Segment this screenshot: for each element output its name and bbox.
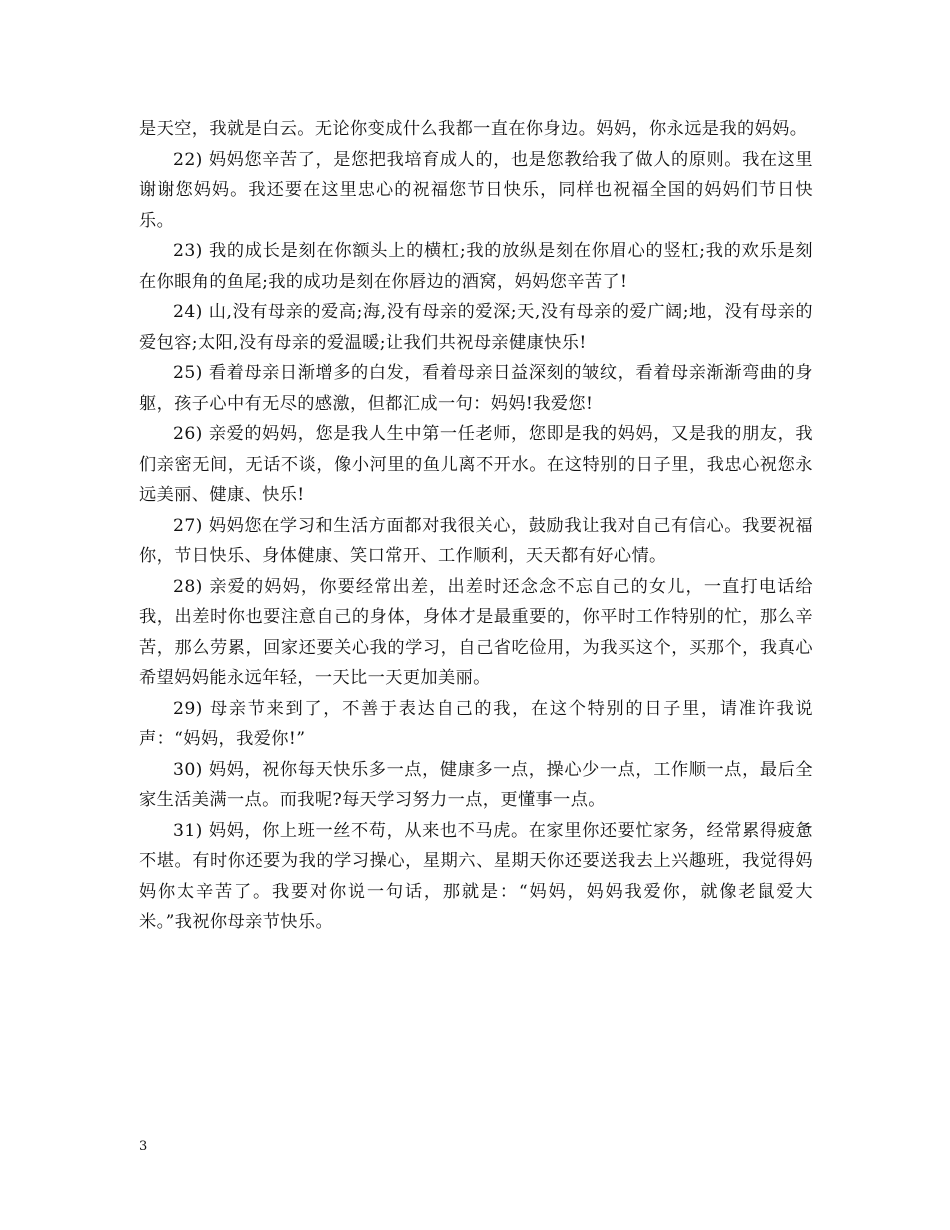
paragraph: 29) 母亲节来到了，不善于表达自己的我，在这个特别的日子里，请准许我说声：“妈妈，我爱你!” xyxy=(139,698,813,749)
paragraph: 26) 亲爱的妈妈，您是我人生中第一任老师，您即是我的妈妈，又是我的朋友，我们亲密无间，无话不谈，像小河里的鱼儿离不开水。在这特别的日子里，我忠心祝您永远美丽、健康、快乐! xyxy=(139,424,813,505)
document-body xyxy=(139,114,813,938)
paragraph: 28) 亲爱的妈妈，你要经常出差，出差时还念念不忘自己的女儿，一直打电话给我，出差时你也要注意自己的身体，身体才是最重要的，你平时工作特别的忙，那么辛苦，那么劳累，回家还要关心我的学习，自己省吃俭用，为我买这个，买那个，我真心希望妈妈能永远年轻，一天比一天更加美丽。 xyxy=(139,576,813,688)
paragraph: 31) 妈妈，你上班一丝不苟，从来也不马虎。在家里你还要忙家务，经常累得疲惫不堪。有时你还要为我的学习操心，星期六、星期天你还要送我去上兴趣班，我觉得妈妈你太辛苦了。我要对你说一句话，那就是：“妈妈，妈妈我爱你，就像老鼠爱大米。”我祝你母亲节快乐。 xyxy=(139,820,813,932)
page-number: 3 xyxy=(139,1139,148,1154)
paragraph: 27) 妈妈您在学习和生活方面都对我很关心，鼓励我让我对自己有信心。我要祝福你，节日快乐、身体健康、笑口常开、工作顺利，天天都有好心情。 xyxy=(139,515,813,566)
paragraph: 30) 妈妈，祝你每天快乐多一点，健康多一点，操心少一点，工作顺一点，最后全家生活美满一点。而我呢?每天学习努力一点，更懂事一点。 xyxy=(139,759,813,810)
paragraph: 25) 看着母亲日渐增多的白发，看着母亲日益深刻的皱纹，看着母亲渐渐弯曲的身躯，孩子心中有无尽的感激，但都汇成一句：妈妈!我爱您! xyxy=(139,363,813,414)
paragraph: 22) 妈妈您辛苦了，是您把我培育成人的，也是您教给我了做人的原则。我在这里谢谢您妈妈。我还要在这里忠心的祝福您节日快乐，同样也祝福全国的妈妈们节日快乐。 xyxy=(139,149,813,231)
paragraph: 24) 山,没有母亲的爱高;海,没有母亲的爱深;天,没有母亲的爱广阔;地，没有母亲的爱包容;太阳,没有母亲的爱温暖;让我们共祝母亲健康快乐! xyxy=(139,302,813,353)
paragraph: 23) 我的成长是刻在你额头上的横杠;我的放纵是刻在你眉心的竖杠;我的欢乐是刻在你眼角的鱼尾;我的成功是刻在你唇边的酒窝，妈妈您辛苦了! xyxy=(139,241,813,292)
paragraph: 是天空，我就是白云。无论你变成什么我都一直在你身边。妈妈，你永远是我的妈妈。 xyxy=(139,119,808,139)
